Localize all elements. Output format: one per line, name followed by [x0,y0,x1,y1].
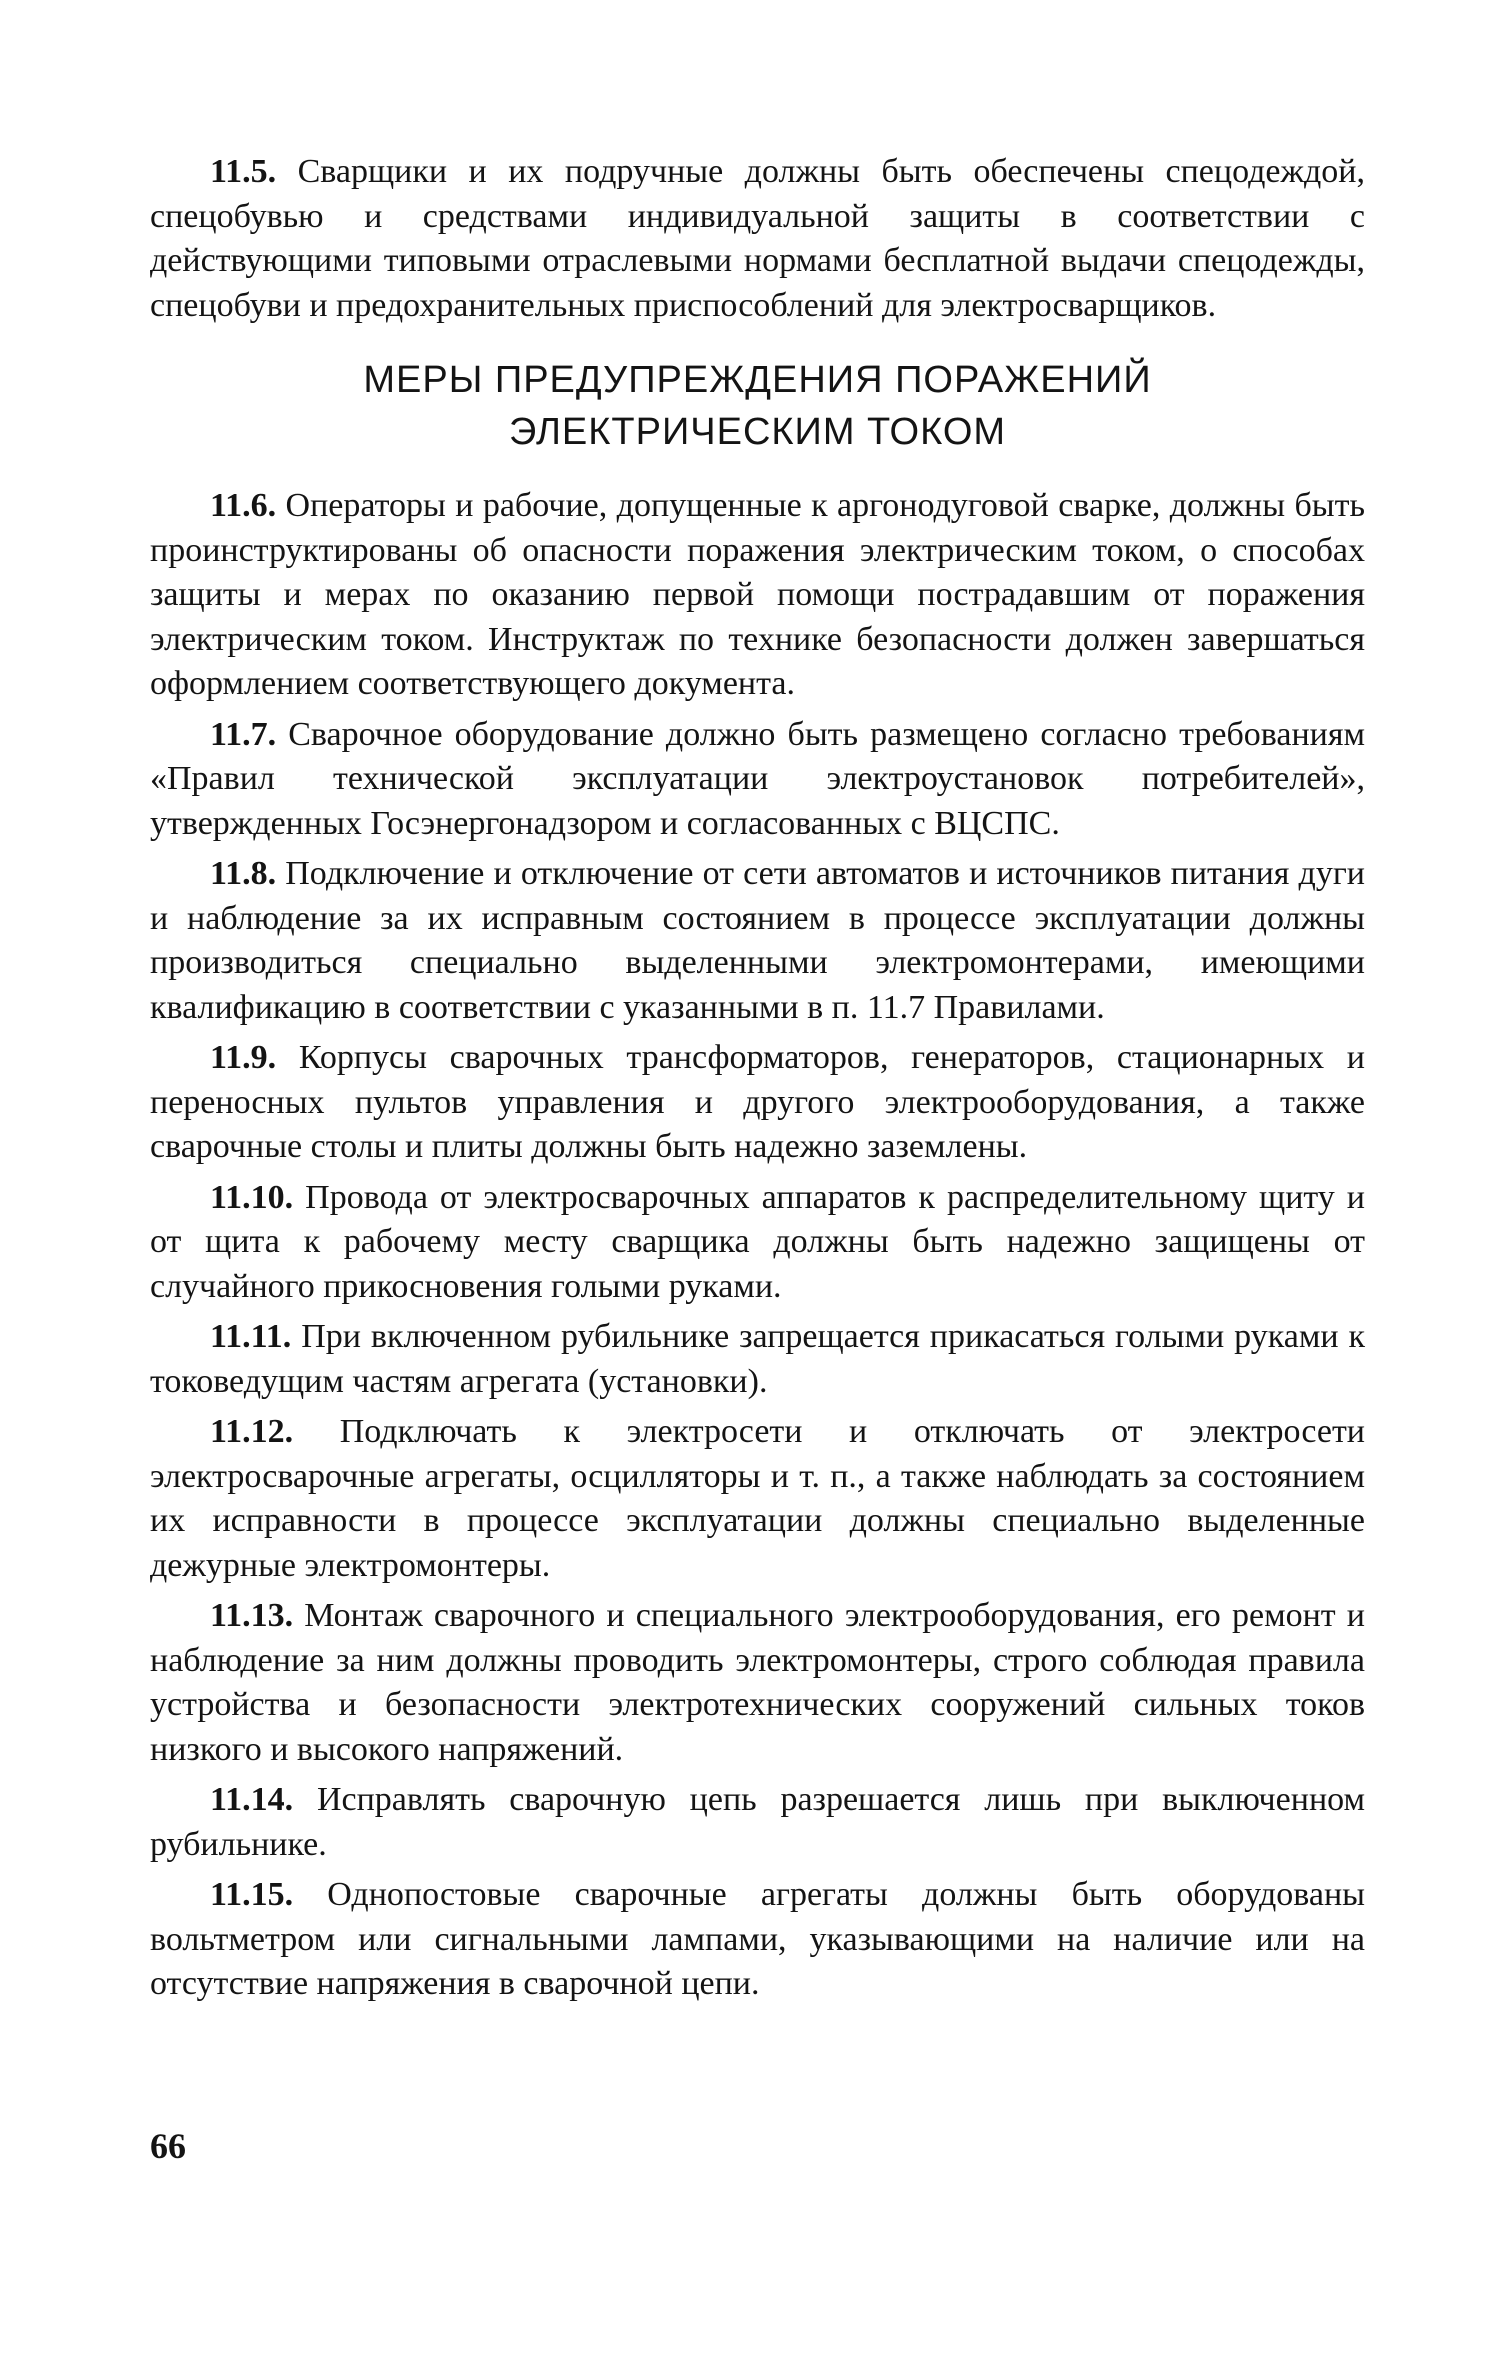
paragraph-text: Подключение и отключение от сети автоматов и источников питания дуги и наблюдение за их исправным состоянием в процессе эксплуатации должны производиться специально выделенными электромонтерами, имеющими квалификацию в соответствии с указанными в п. 11.7 Правилами. [150,855,1366,1026]
paragraph-number: 11.5. [210,153,277,190]
paragraph-11-6 [150,484,1365,707]
paragraph-11-5 [150,150,1365,328]
paragraph-number: 11.13. [210,1597,294,1634]
paragraph-number: 11.15. [210,1876,294,1913]
section-heading [150,354,1365,458]
paragraph-number: 11.6. [210,487,277,524]
paragraph-number: 11.11. [210,1318,292,1355]
paragraph-number: 11.14. [210,1781,294,1818]
paragraph-text: При включенном рубильнике запрещается прикасаться голыми руками к токоведущим частям агрегата (установки). [150,1318,1365,1400]
paragraph-text: Однопостовые сварочные агрегаты должны быть оборудованы вольтметром или сигнальными лампами, указывающими на наличие или на отсутствие напряжения в сварочной цепи. [150,1876,1365,2002]
page-number: 66 [150,2126,186,2166]
paragraph-text: Монтаж сварочного и специального электрооборудования, его ремонт и наблюдение за ним должны проводить электромонтеры, строго соблюдая правила устройства и безопасности электротехнических сооружений сильных токов низкого и высокого напряжений. [150,1597,1365,1768]
paragraph-number: 11.12. [210,1413,294,1450]
paragraph-number: 11.7. [210,715,277,753]
paragraph-text: Операторы и рабочие, допущенные к аргонодуговой сварке, должны быть проинструктированы об опасности поражения электрическим током, о способах защиты и мерах по оказанию первой помощи пострадавшим от поражения электрическим током. Инструктаж по технике безопасности должен завершаться оформлением соответствующего документа. [150,487,1365,702]
paragraph-text: Провода от электросварочных аппаратов к распределительному щиту и от щита к рабочему месту сварщика должны быть надежно защищены от случайного прикосновения голыми руками. [150,1178,1366,1305]
paragraph-11-10 [150,1176,1365,1310]
section-heading-line-1: МЕРЫ ПРЕДУПРЕЖДЕНИЯ ПОРАЖЕНИЙ [363,359,1152,401]
paragraph-11-12 [150,1410,1365,1588]
paragraph-11-9 [150,1036,1365,1170]
paragraph-text: Сварочное оборудование должно быть размещено согласно требованиям «Правил технической эксплуатации электроустановок потребителей», утвержденных Госэнергонадзором и согласованных с ВЦСПС. [150,715,1365,842]
paragraph-11-13 [150,1594,1365,1772]
paragraph-text: Сварщики и их подручные должны быть обеспечены спецодеждой, спецобувью и средствами индивидуальной защиты в соответствии с действующими типовыми отраслевыми нормами бесплатной выдачи спецодежды, спецобуви и предохранительных приспособлений для электросварщиков. [150,153,1365,324]
paragraph-11-14 [150,1778,1365,1867]
paragraph-11-8 [150,852,1365,1030]
paragraph-number: 11.8. [210,855,277,892]
paragraph-text: Подключать к электросети и отключать от электросети электросварочные агрегаты, осцилляторы и т. п., а также наблюдать за состоянием их исправности в процессе эксплуатации должны специально выделенные дежурные электромонтеры. [150,1413,1366,1584]
paragraph-11-15 [150,1873,1365,2007]
paragraph-number: 11.9. [210,1039,277,1076]
paragraph-11-11 [150,1315,1365,1404]
document-page [150,150,1365,2013]
paragraph-11-7 [150,713,1365,847]
paragraph-text: Исправлять сварочную цепь разрешается лишь при выключенном рубильнике. [150,1781,1366,1863]
section-heading-line-2: ЭЛЕКТРИЧЕСКИМ ТОКОМ [508,411,1007,453]
paragraph-text: Корпусы сварочных трансформаторов, генераторов, стационарных и переносных пультов управления и другого электрооборудования, а также сварочные столы и плиты должны быть надежно заземлены. [150,1039,1365,1165]
paragraph-number: 11.10. [210,1178,294,1216]
